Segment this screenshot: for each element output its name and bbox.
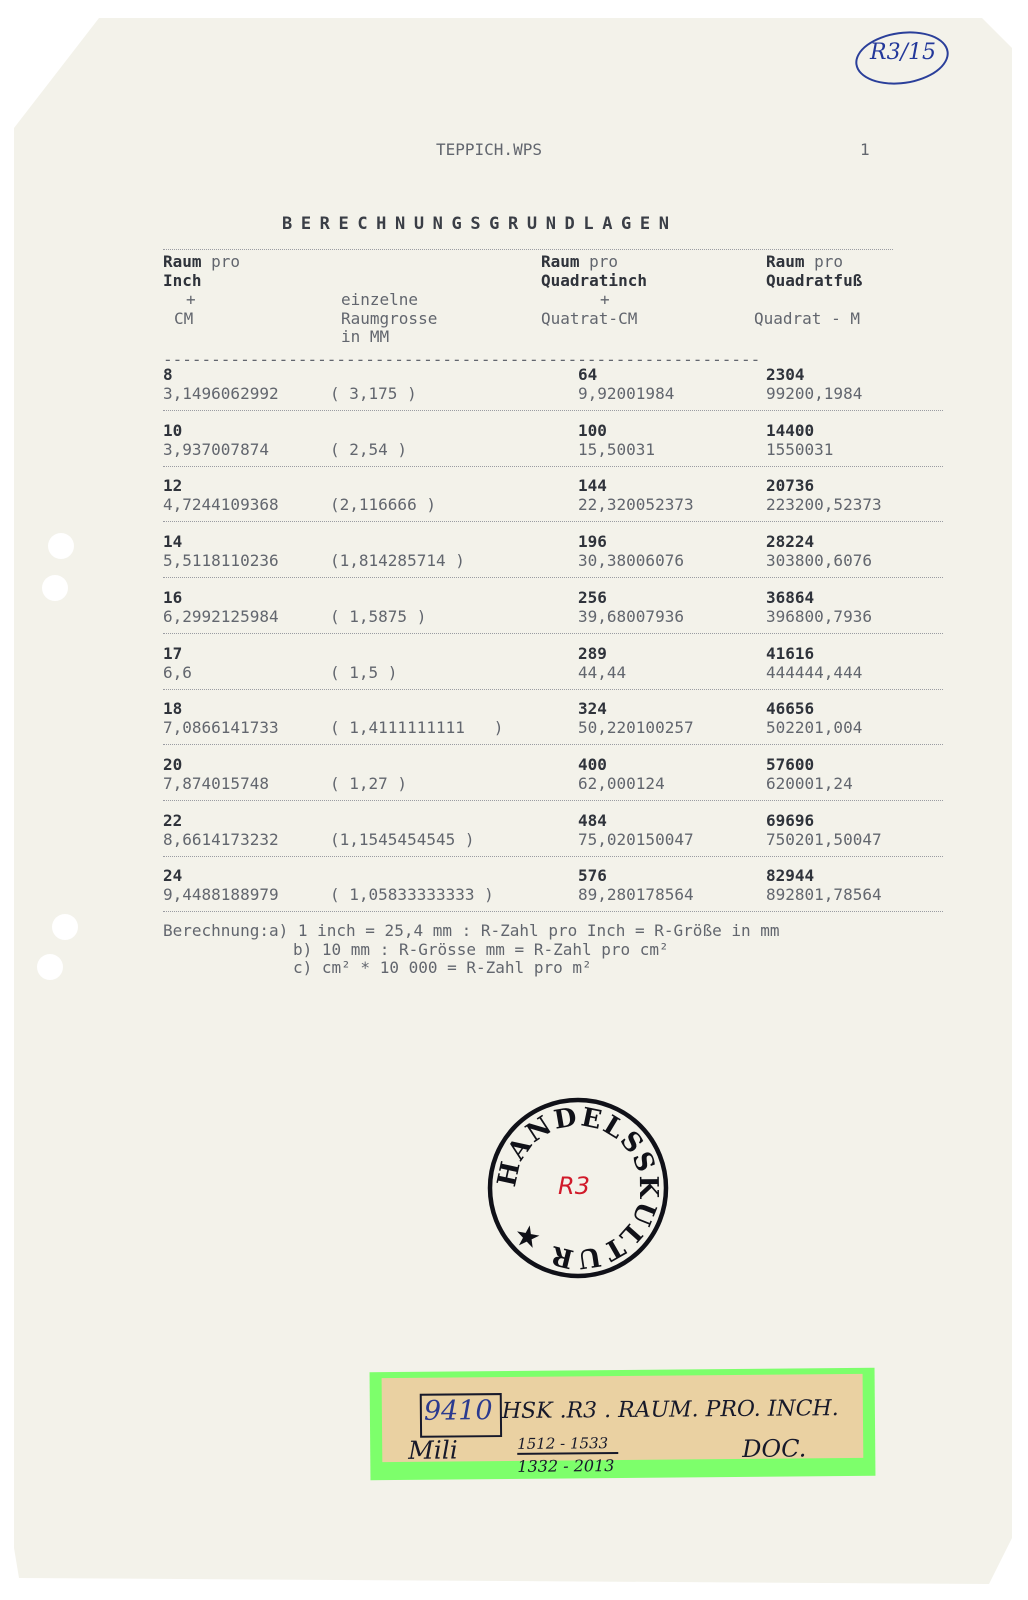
quadratfuss-value: 57600 <box>766 754 815 774</box>
quadratinch-value: 289 <box>578 643 607 663</box>
cm-value: 3,937007874 <box>163 439 269 459</box>
quadratfuss-value: 2304 <box>766 365 805 384</box>
punch-hole <box>37 954 63 980</box>
mm-value: ( 1,5875 ) <box>330 606 427 626</box>
inch-value: 14 <box>163 532 183 552</box>
quadratm-value: 303800,6076 <box>766 551 872 571</box>
quadratfuss-value: 82944 <box>766 866 815 886</box>
reference-mark: R3/15 <box>870 40 936 65</box>
cm-value: 8,6614173232 <box>163 829 279 849</box>
quadratfuss-value: 69696 <box>766 810 815 830</box>
quadratcm-value: 39,68007936 <box>578 606 684 626</box>
quadratinch-value: 196 <box>578 532 607 552</box>
mm-value: ( 1,27 ) <box>330 773 408 793</box>
row-divider <box>163 633 943 634</box>
header-word: + <box>600 290 610 309</box>
quadratm-value: 502201,004 <box>766 718 863 738</box>
cm-value: 6,2992125984 <box>163 606 279 626</box>
label-title: HSK .R3 . RAUM. PRO. INCH. <box>501 1396 839 1425</box>
quadratcm-value: 75,020150047 <box>578 829 694 849</box>
row-divider <box>163 466 943 467</box>
mm-value: ( 3,175 ) <box>330 384 417 403</box>
quadratm-value: 892801,78564 <box>766 885 882 905</box>
row-divider <box>163 689 943 690</box>
punch-hole <box>52 914 78 940</box>
quadratcm-value: 62,000124 <box>578 773 665 793</box>
quadratfuss-value: 14400 <box>766 420 815 440</box>
mm-value: (2,116666 ) <box>330 495 436 515</box>
inch-value: 16 <box>163 587 183 607</box>
row-divider <box>163 521 943 522</box>
stamp <box>478 1088 678 1288</box>
quadratfuss-value: 20736 <box>766 476 815 496</box>
mm-value: (1,1545454545 ) <box>330 829 475 849</box>
quadratinch-value: 484 <box>578 810 607 830</box>
quadratcm-value: 22,320052373 <box>578 495 694 515</box>
inch-value: 24 <box>163 866 183 886</box>
quadratinch-value: 144 <box>578 476 607 496</box>
dashed-rule: -------------------------------------------------------------- <box>163 350 761 369</box>
row-divider <box>163 856 943 857</box>
divider <box>163 249 893 250</box>
header-word: in MM <box>341 327 390 346</box>
quadratm-value: 396800,7936 <box>766 606 872 626</box>
quadratfuss-value: 46656 <box>766 699 815 719</box>
inch-value: 18 <box>163 699 183 719</box>
mm-value: (1,814285714 ) <box>330 551 465 571</box>
row-divider <box>163 800 943 801</box>
quadratcm-value: 50,220100257 <box>578 718 694 738</box>
punch-hole <box>42 575 68 601</box>
header-word: Quadratfuß <box>766 271 863 290</box>
row-divider <box>163 577 943 578</box>
inch-value: 17 <box>163 643 183 663</box>
label-doc: DOC. <box>742 1434 807 1463</box>
note-b: b) 10 mm : R-Grösse mm = R-Zahl pro cm² <box>293 940 669 959</box>
header-word: CM <box>174 309 194 328</box>
quadratm-value: 1550031 <box>766 439 834 459</box>
quadratinch-value: 100 <box>578 420 607 440</box>
cm-value: 5,5118110236 <box>163 551 279 571</box>
header-word: pro <box>804 252 844 271</box>
note-c: c) cm² * 10 000 = R-Zahl pro m² <box>293 958 592 977</box>
stamp-text: HANDELSSKULTUR ★ <box>492 1102 664 1274</box>
document-title: BERECHNUNGSGRUNDLAGEN <box>282 214 678 234</box>
file-name: TEPPICH.WPS <box>436 140 542 159</box>
inch-value: 20 <box>163 754 183 774</box>
row-divider <box>163 911 943 912</box>
mm-value: ( 1,5 ) <box>330 662 398 682</box>
quadratcm-value: 9,92001984 <box>578 384 675 403</box>
quadratcm-value: 15,50031 <box>578 439 656 459</box>
header-word: Raum <box>541 252 580 271</box>
quadratfuss-value: 36864 <box>766 587 815 607</box>
cm-value: 9,4488188979 <box>163 885 279 905</box>
quadratm-value: 99200,1984 <box>766 384 863 403</box>
cm-value: 7,0866141733 <box>163 718 279 738</box>
label-number: 9410 <box>423 1395 493 1427</box>
header-word: einzelne <box>341 290 419 309</box>
header-word: Raum <box>766 252 805 271</box>
archive-label <box>370 1368 876 1480</box>
label-signature: Mili <box>408 1435 458 1465</box>
header-word: Raum <box>163 252 202 271</box>
stamp-center: R3 <box>558 1172 590 1200</box>
header-word: Quadrat - M <box>754 309 860 328</box>
mm-value: ( 1,05833333333 ) <box>330 885 494 905</box>
cm-value: 4,7244109368 <box>163 495 279 515</box>
row-divider <box>163 410 943 411</box>
inch-value: 22 <box>163 810 183 830</box>
cm-value: 3,1496062992 <box>163 384 279 403</box>
quadratfuss-value: 41616 <box>766 643 815 663</box>
quadratm-value: 750201,50047 <box>766 829 882 849</box>
quadratinch-value: 256 <box>578 587 607 607</box>
label-years-2: 1332 - 2013 <box>517 1456 615 1476</box>
header-word: pro <box>579 252 619 271</box>
header-word: + <box>186 290 196 309</box>
page-number: 1 <box>860 140 870 159</box>
header-word: Raumgrosse <box>341 309 438 328</box>
inch-value: 12 <box>163 476 183 496</box>
quadratm-value: 620001,24 <box>766 773 853 793</box>
quadratcm-value: 89,280178564 <box>578 885 694 905</box>
quadratm-value: 223200,52373 <box>766 495 882 515</box>
quadratinch-value: 400 <box>578 754 607 774</box>
cm-value: 6,6 <box>163 662 192 682</box>
quadratfuss-value: 28224 <box>766 532 815 552</box>
quadratinch-value: 64 <box>578 365 598 384</box>
quadratinch-value: 576 <box>578 866 607 886</box>
note-a: Berechnung:a) 1 inch = 25,4 mm : R-Zahl pro Inch = R-Größe in mm <box>163 921 780 940</box>
mm-value: ( 2,54 ) <box>330 439 408 459</box>
mm-value: ( 1,4111111111 ) <box>330 718 504 738</box>
inch-value: 10 <box>163 420 183 440</box>
quadratinch-value: 324 <box>578 699 607 719</box>
quadratm-value: 444444,444 <box>766 662 863 682</box>
header-word: Quatrat-CM <box>541 309 638 328</box>
row-divider <box>163 744 943 745</box>
label-paper <box>382 1374 864 1476</box>
quadratcm-value: 30,38006076 <box>578 551 684 571</box>
header-word: Inch <box>163 271 202 290</box>
header-word: Quadratinch <box>541 271 647 290</box>
inch-value: 8 <box>163 365 173 384</box>
cm-value: 7,874015748 <box>163 773 269 793</box>
label-years-1: 1512 - 1533 <box>517 1434 618 1455</box>
header-word: pro <box>201 252 241 271</box>
punch-hole <box>48 533 74 559</box>
quadratcm-value: 44,44 <box>578 662 627 682</box>
